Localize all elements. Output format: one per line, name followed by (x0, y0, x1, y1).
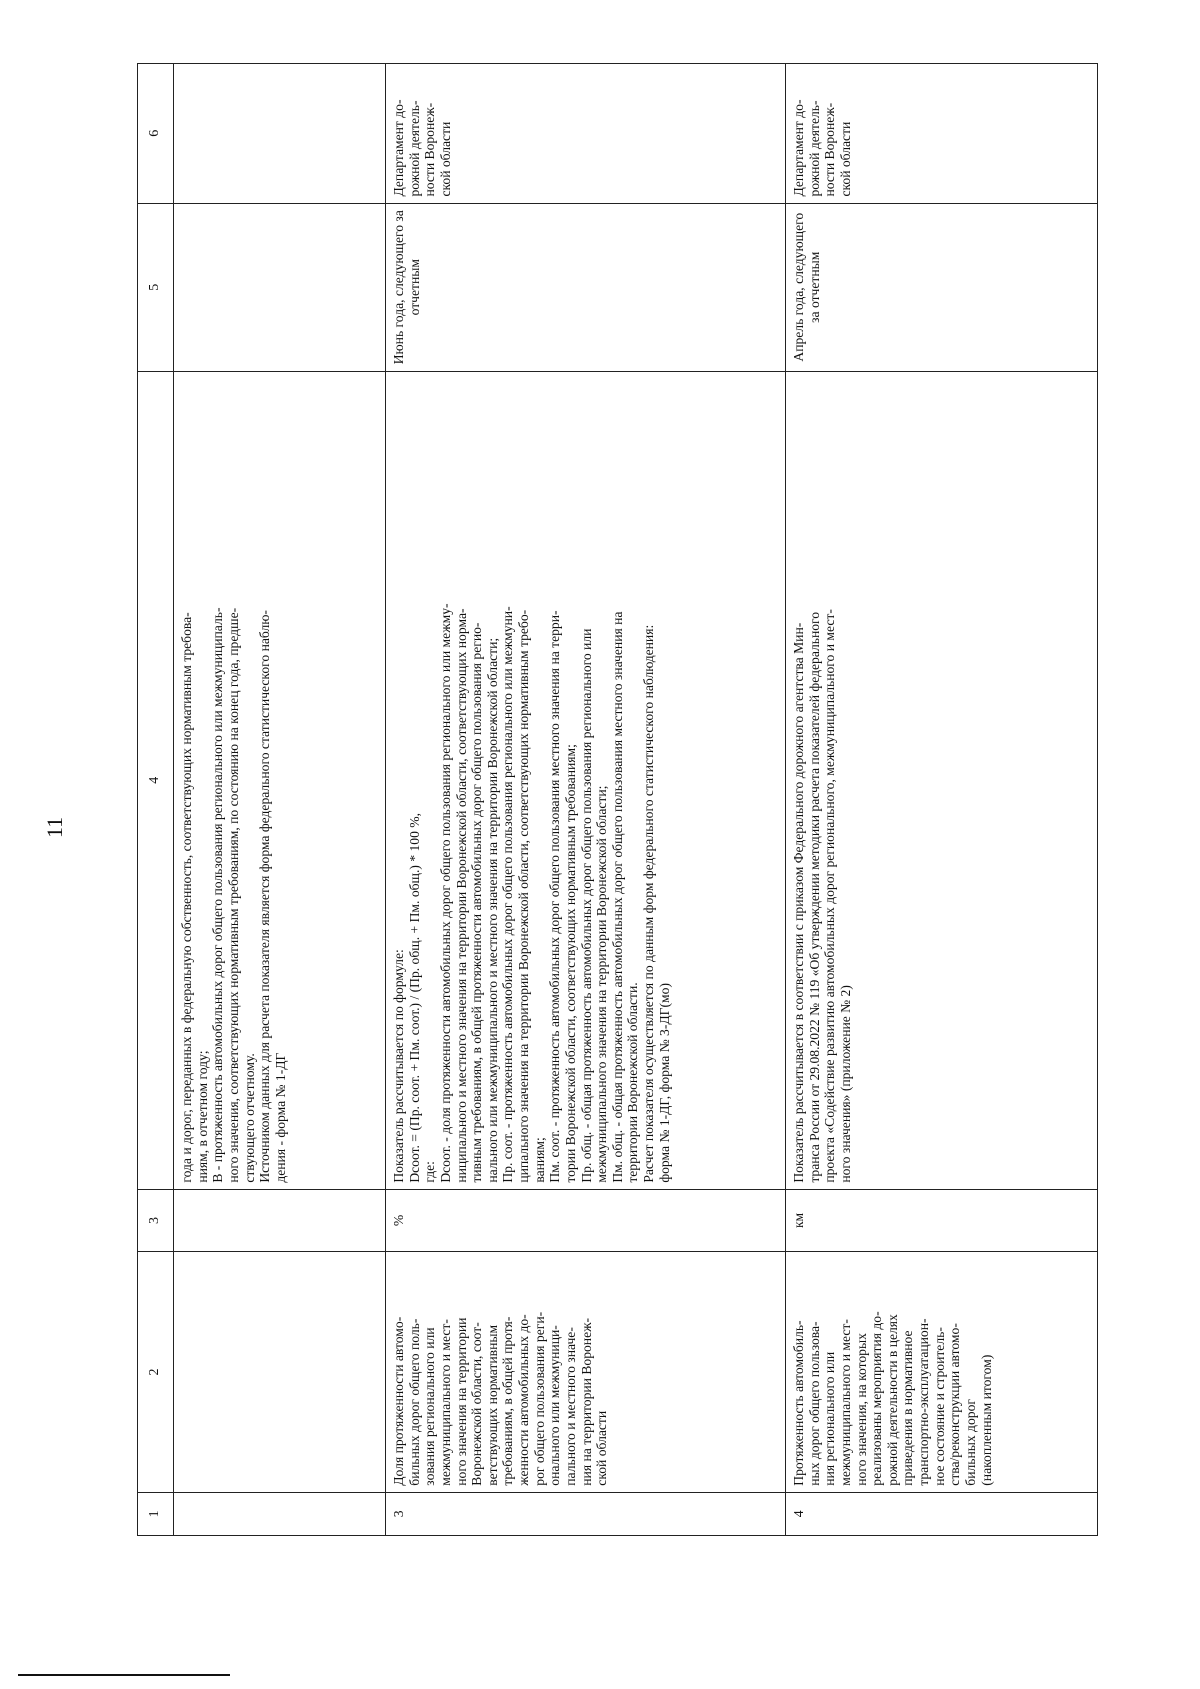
indicator-name-line: транспортно-эксплуатацион- (916, 1318, 931, 1486)
responsible-line: ской области (837, 121, 853, 197)
indicator-name-line: межмуниципального и мест- (837, 1319, 853, 1486)
cell-empty (174, 1252, 386, 1493)
method-line: форма № 1-ДГ, форма № 3-ДГ(мо) (656, 983, 672, 1183)
method-line: дения - форма № 1-ДГ (272, 1052, 288, 1183)
unit-cell: % (386, 1189, 786, 1252)
rotated-table-container (137, 63, 1097, 1536)
row-number: 4 (786, 1492, 1098, 1535)
table-row-continuation (174, 64, 386, 1536)
indicator-name-line: ветствующих нормативным (484, 1324, 500, 1486)
method-cell (174, 371, 386, 1189)
indicator-name-line: ния регионального или (822, 1351, 838, 1486)
method-line: Показатель рассчитывается в соответствии с приказом Федерального дорожного агентства Мин- (791, 622, 806, 1183)
cell-empty (174, 64, 386, 204)
indicator-name-line: ных дорог общего пользова- (806, 1321, 822, 1486)
method-line: Пм. общ. - общая протяженность автомобильных дорог общего пользования местного значения на (609, 611, 625, 1183)
method-line: Показатель рассчитывается по формуле: (391, 949, 406, 1183)
method-line: ниям, в отчетном году; (194, 1050, 210, 1183)
indicator-name-line: реализованы мероприятия до- (869, 1311, 885, 1486)
indicator-name-line: бильных дорог общего поль- (406, 1318, 422, 1486)
method-line: Источником данных для расчета показателя является форма федерального статистического наблю- (257, 610, 273, 1183)
indicator-name-line: бильных дорог (962, 1399, 978, 1486)
indicator-name-line: рог общего пользования реги- (531, 1311, 547, 1486)
indicator-name-line: пального и местного значе- (562, 1327, 578, 1486)
term-cell: Апрель года, следующего за отчетным (786, 203, 1098, 371)
method-cell (786, 371, 1098, 1189)
method-line: Dсоот. = (Пр. соот. + Пм. соот.) / (Пр. общ. + Пм. общ.) * 100 %, (406, 812, 422, 1183)
indicator-name-line: ской области (594, 1410, 610, 1486)
indicator-name-line: ного значения на территории (453, 1317, 469, 1486)
method-line: межмуниципального значения на территории Воронежской области; (594, 785, 610, 1183)
responsible-cell (386, 64, 786, 204)
responsible-line: рожной деятель- (806, 100, 822, 197)
indicator-name-line: межмуниципального и мест- (437, 1319, 453, 1486)
responsible-line: ности Воронеж- (422, 102, 438, 197)
column-number-2: 2 (138, 1252, 174, 1493)
method-line: Dсоот. - доля протяженности автомобильных дорог общего пользования регионального или межму- (437, 603, 453, 1183)
indicator-name-line: ное состояние и строитель- (931, 1327, 947, 1486)
cell-empty (174, 203, 386, 371)
method-line: Пр. общ. - общая протяженность автомобильных дорог общего пользования регионального или (578, 628, 594, 1183)
method-line: ствующего отчетному. (241, 1053, 257, 1183)
method-line: проекта «Содействие развитию автомобильных дорог регионального, межмуниципального и мест- (822, 609, 838, 1183)
method-line: тории Воронежской области, соответствующих нормативным требованиям; (562, 744, 578, 1183)
indicator-name-line: зования регионального или (422, 1327, 438, 1486)
indicator-name-line: ного значения, на которых (853, 1333, 869, 1486)
method-line: транса России от 29.08.2022 № 119 «Об утверждении методики расчета показателей федерального (806, 611, 822, 1183)
indicator-name-line: Доля протяженности автомо- (391, 1316, 406, 1486)
column-number-1: 1 (138, 1492, 174, 1535)
bottom-rule (18, 1674, 230, 1676)
indicator-name-line: приведения в нормативное (900, 1330, 916, 1486)
table-header-row (138, 64, 174, 1536)
method-line: Пм. соот. - протяженность автомобильных дорог общего пользования местного значения на терри- (547, 610, 563, 1183)
method-line: ципального значения на территории Воронежской области, соответствующих нормативным требо- (516, 609, 531, 1183)
indicator-name-line: Воронежской области, соот- (469, 1322, 485, 1486)
cell-empty (174, 1492, 386, 1535)
indicator-name-line: требованиям, в общей протя- (500, 1316, 516, 1486)
table-row-3 (386, 64, 786, 1536)
indicator-name-line: ства/реконструкции автомо- (947, 1323, 963, 1486)
method-line: ниципального и местного значения на территории Воронежской области, соответствующих норма- (453, 608, 469, 1183)
unit-cell: км (786, 1189, 1098, 1252)
responsible-cell (786, 64, 1098, 204)
indicator-name-line: Протяженность автомобиль- (791, 1320, 806, 1486)
method-line: тивным требованиям, в общей протяженности автомобильных дорог общего пользования регио- (469, 622, 485, 1183)
indicators-table (137, 63, 1098, 1536)
page-number: 11 (42, 816, 67, 838)
row-number: 3 (386, 1492, 786, 1535)
indicator-name-line: рожной деятельности в целях (884, 1314, 900, 1486)
method-line: Пр. соот. - протяженность автомобильных дорог общего пользования регионального или межмуни- (500, 606, 516, 1183)
responsible-line: Департамент до- (791, 99, 806, 197)
table-row-4 (786, 64, 1098, 1536)
responsible-line: Департамент до- (391, 99, 406, 197)
indicator-name-line: онального или межмуници- (547, 1325, 563, 1486)
column-number-3: 3 (138, 1189, 174, 1252)
responsible-line: ности Воронеж- (822, 102, 838, 197)
term-cell: Июнь года, следующего за отчетным (386, 203, 786, 371)
method-line: В - протяженность автомобильных дорог общего пользования регионального или межмуниципаль- (210, 607, 226, 1183)
method-line: территории Воронежской области. (625, 982, 641, 1183)
responsible-line: рожной деятель- (406, 100, 422, 197)
method-line: ного значения» (приложение № 2) (837, 985, 853, 1183)
method-line: нального или межмуниципального и местного значения на территории Воронежской области; (484, 637, 500, 1183)
method-line: ного значения, соответствующих нормативным требованиям, по состоянию на конец года, предше- (225, 607, 241, 1183)
indicator-name-cell (386, 1252, 786, 1493)
indicator-name-line: женности автомобильных до- (516, 1314, 531, 1486)
column-number-4: 4 (138, 371, 174, 1189)
indicator-name-cell (786, 1252, 1098, 1493)
method-line: где: (422, 1161, 438, 1183)
method-line: года и дорог, переданных в федеральную собственность, соответствующих нормативным требова- (179, 612, 194, 1183)
column-number-5: 5 (138, 203, 174, 371)
indicator-name-line: (накопленным итогом) (978, 1354, 994, 1486)
cell-empty (174, 1189, 386, 1252)
method-line: ваниям; (531, 1137, 547, 1183)
method-cell (386, 371, 786, 1189)
column-number-6: 6 (138, 64, 174, 204)
indicator-name-line: ния на территории Воронеж- (578, 1317, 594, 1486)
method-line: Расчет показателя осуществляется по данным форм федерального статистического наблюдения: (641, 624, 656, 1183)
responsible-line: ской области (437, 121, 453, 197)
